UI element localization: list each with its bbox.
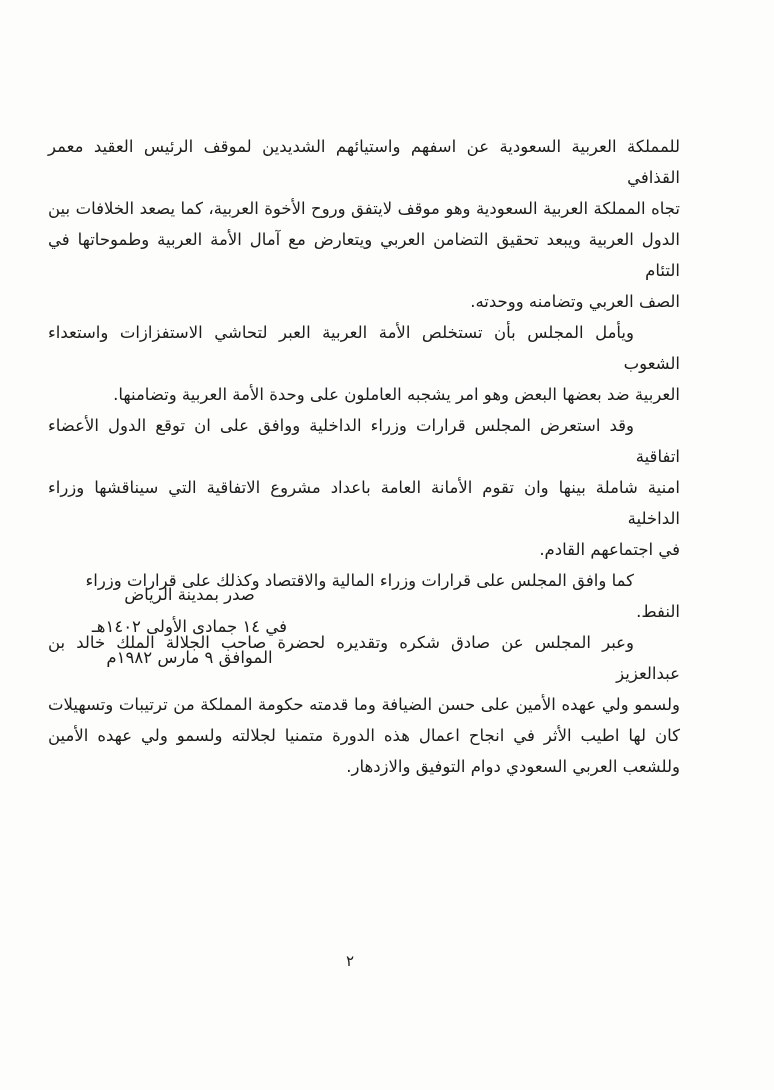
- text-line: وللشعب العربي السعودي دوام التوفيق والازدهار.: [346, 757, 680, 776]
- page-number: ٢: [345, 952, 355, 970]
- text-line: ويأمل المجلس بأن تستخلص الأمة العربية العبر لتحاشي الاستفزازات واستعداء الشعوب: [48, 323, 680, 373]
- text-line: وقد استعرض المجلس قرارات وزراء الداخلية ووافق على ان توقع الدول الأعضاء اتفاقية: [48, 416, 680, 466]
- text-line: العربية ضد بعضها البعض وهو امر يشجبه العاملون على وحدة الأمة العربية وتضامنها.: [113, 385, 680, 404]
- hijri-date-line: في ١٤ جمادى الأولى ١٤٠٢هـ: [91, 616, 288, 636]
- gregorian-date-line: الموافق ٩ مارس ١٩٨٢م: [106, 648, 273, 667]
- paragraph: [48, 317, 680, 410]
- text-line: للمملكة العربية السعودية عن اسفهم واستيائهم الشديدين لموقف الرئيس العقيد معمر القذافي: [48, 137, 680, 187]
- text-line: كان لها اطيب الأثر في انجاح اعمال هذه الدورة متمنيا لجلالته ولسمو ولي عهده الأمين: [48, 726, 680, 745]
- paragraph: [48, 131, 680, 317]
- text-line: ولسمو ولي عهده الأمين على حسن الضيافة وما قدمته حكومة المملكة من ترتيبات وتسهيلات: [48, 695, 680, 714]
- text-line: في اجتماعهم القادم.: [539, 540, 680, 559]
- text-line: الدول العربية ويبعد تحقيق التضامن العربي ويتعارض مع آمال الأمة العربية وطموحاتها في التئام: [48, 230, 680, 280]
- paragraph: [48, 410, 680, 565]
- signature-block: [82, 579, 297, 674]
- document-body: [48, 131, 680, 782]
- text-line: وعبر المجلس عن صادق شكره وتقديره لحضرة صاحب الجلالة الملك خالد بن عبدالعزيز: [48, 633, 680, 683]
- text-line: كما وافق المجلس على قرارات وزراء المالية والاقتصاد وكذلك على قرارات وزراء النفط.: [85, 571, 680, 621]
- text-line: امنية شاملة بينها وان تقوم الأمانة العامة باعداد مشروع الاتفاقية التي سيناقشها وزراء الداخلية: [48, 478, 680, 528]
- issued-at-line: صدر بمدينة الرياض: [124, 585, 255, 604]
- text-line: الصف العربي وتضامنه ووحدته.: [470, 292, 680, 311]
- text-line: تجاه المملكة العربية السعودية وهو موقف لايتفق وروح الأخوة العربية، كما يصعد الخلافات بين: [48, 199, 680, 218]
